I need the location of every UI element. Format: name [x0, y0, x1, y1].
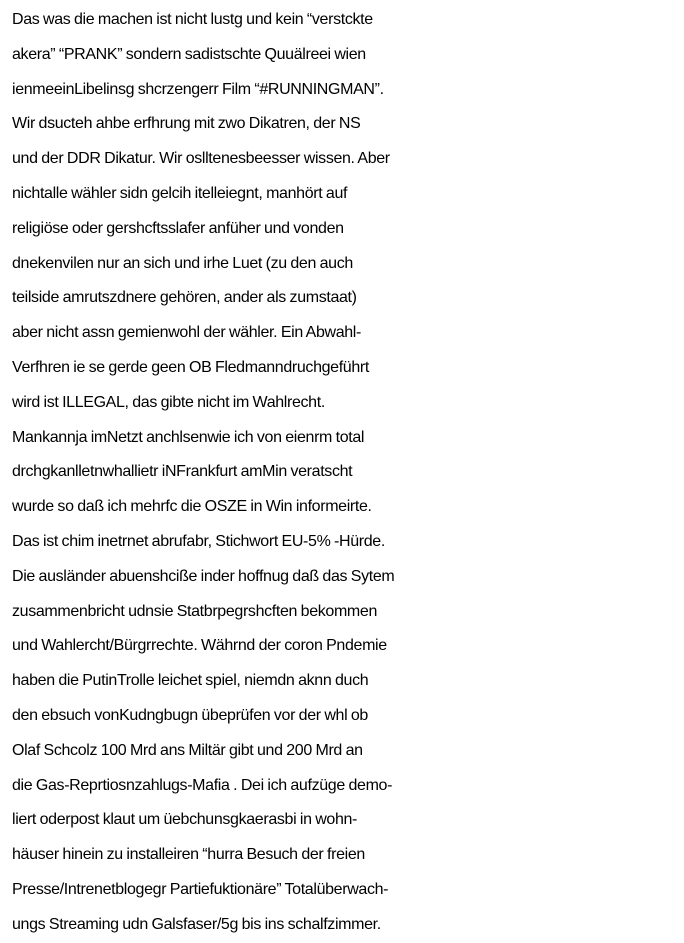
text-line: häuser hinein zu installeiren “hurra Besuch der freien	[12, 846, 365, 864]
text-line: akera” “PRANK” sondern sadistschte Quuälreei wien	[12, 45, 366, 63]
text-line: religiöse oder gershcftsslafer anfüher und vonden	[12, 219, 344, 237]
text-line: Die ausländer abuenshciße inder hoffnug daß das Sytem	[12, 567, 395, 585]
text-line: wird ist ILLEGAL, das gibte nicht im Wahlrecht.	[12, 393, 325, 411]
text-line: und Wahlercht/Bürgrrechte. Währnd der coron Pndemie	[12, 637, 387, 655]
text-line: Das was die machen ist nicht lustg und kein “verstckte	[12, 11, 373, 28]
text-line: nichtalle wähler sidn gelcih itelleiegnt, manhört auf	[12, 184, 348, 202]
text-line: Presse/Intrenetblogegr Partiefuktionäre” Totalüberwach-	[12, 880, 389, 898]
text-line: zusammenbricht udnsie Statbrpegrshcften bekommen	[12, 602, 378, 620]
text-line: die Gas-Reprtiosnzahlugs-Mafia . Dei ich aufzüge demo-	[12, 776, 393, 794]
text-line: teilside amrutszdnere gehören, ander als zumstaat)	[12, 289, 357, 307]
text-line: drchgkanlletnwhallietr iNFrankfurt amMin veratscht	[12, 463, 353, 481]
text-line: dnekenvilen nur an sich und irhe Luet (zu den auch	[12, 254, 353, 272]
text-line: liert oderpost klaut um üebchunsgkaerasbi in wohn-	[12, 811, 358, 829]
text-line: Olaf Schcolz 100 Mrd ans Miltär gibt und 200 Mrd an	[12, 741, 363, 759]
text-line: den ebsuch vonKudngbugn übeprüfen vor der whl ob	[12, 706, 368, 724]
text-line: aber nicht assn gemienwohl der wähler. Ein Abwahl-	[12, 324, 361, 342]
text-line: ienmeeinLibelinsg shcrzengerr Film “#RUNNINGMAN”.	[12, 80, 384, 98]
text-line: und der DDR Dikatur. Wir oslltenesbeesser wissen. Aber	[12, 150, 390, 168]
text-line: ungs Streaming udn Galsfaser/5g bis ins schalfzimmer.	[12, 915, 381, 933]
text-line: Mankannja imNetzt anchlsenwie ich von eienrm total	[12, 428, 365, 446]
text-line: wurde so daß ich mehrfc die OSZE in Win informeirte.	[12, 498, 372, 516]
document-text-block	[12, 3, 682, 943]
text-line: Verfhren ie se gerde geen OB Fledmanndruchgeführt	[12, 358, 369, 376]
text-line: Wir dsucteh ahbe erfhrung mit zwo Dikatren, der NS	[12, 115, 361, 133]
text-line: Das ist chim inetrnet abrufabr, Stichwort EU-5% -Hürde.	[12, 532, 385, 550]
text-line: haben die PutinTrolle leichet spiel, niemdn aknn duch	[12, 672, 369, 690]
